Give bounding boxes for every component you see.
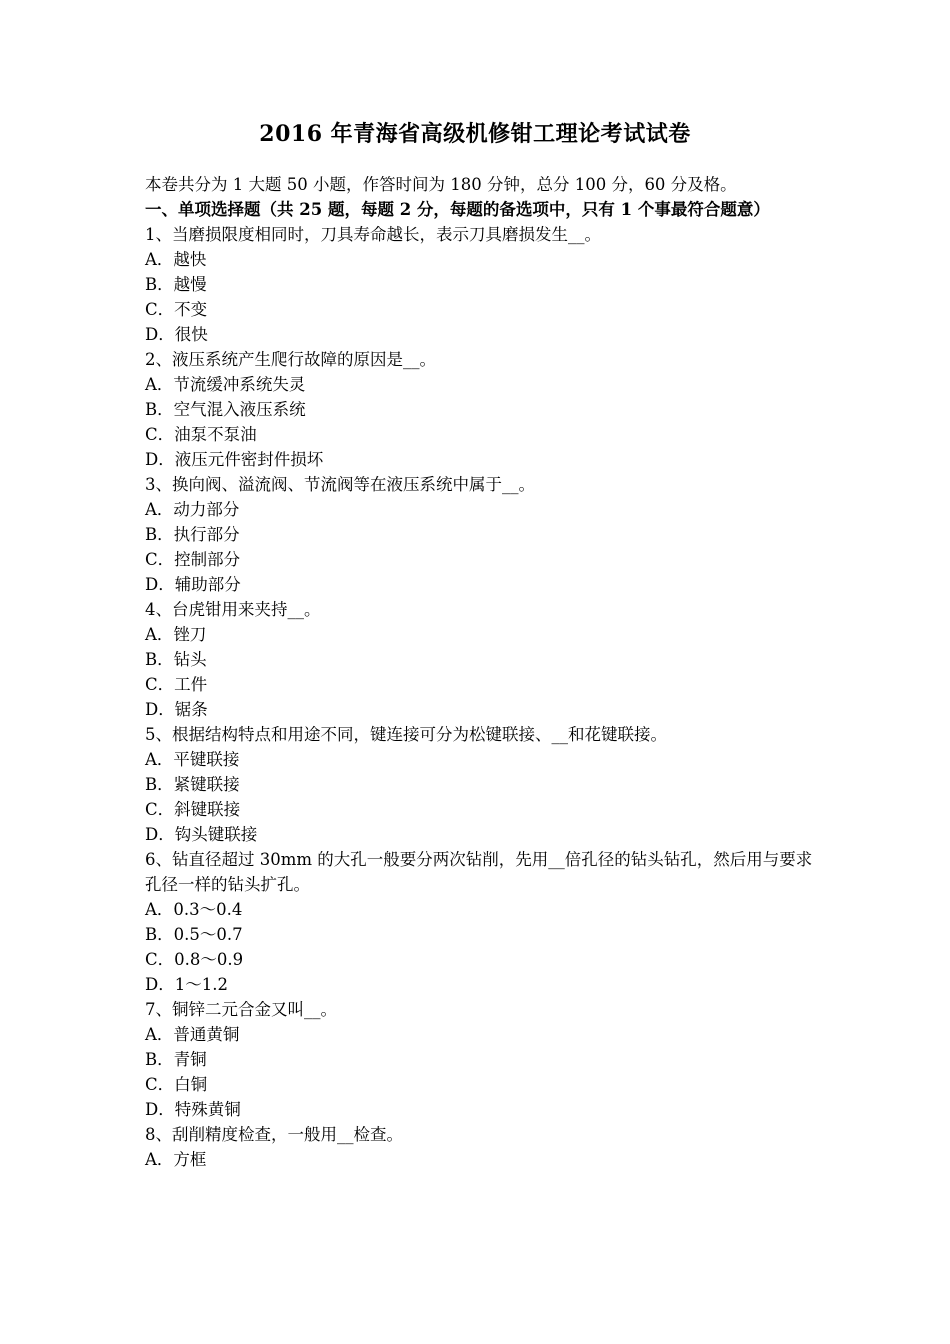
option-b: B．越慢 [145, 275, 207, 294]
section-heading: 一、单项选择题（共 25 题，每题 2 分，每题的备选项中，只有 1 个事最符合题意） [145, 200, 770, 219]
option-c: C．工件 [145, 675, 208, 694]
option-b: B．0.5～0.7 [145, 925, 243, 944]
option-d: D．很快 [145, 325, 208, 344]
option-d: D．液压元件密封件损坏 [145, 450, 324, 469]
option-d: D．锯条 [145, 700, 208, 719]
question-1 [145, 222, 813, 347]
question-8 [145, 1122, 813, 1172]
document-title: 2016 年青海省高级机修钳工理论考试试卷 [259, 121, 691, 147]
question-stem: 6、钻直径超过 30mm 的大孔一般要分两次钻削，先用__倍孔径的钻头钻孔，然后用与要求孔径一样的钻头扩孔。 [145, 850, 813, 894]
option-d: D．辅助部分 [145, 575, 241, 594]
question-stem: 7、铜锌二元合金又叫__。 [145, 1000, 337, 1019]
option-c: C．油泵不泵油 [145, 425, 257, 444]
question-stem: 4、台虎钳用来夹持__。 [145, 600, 321, 619]
option-c: C．0.8～0.9 [145, 950, 244, 969]
question-2 [145, 347, 813, 472]
option-d: D．特殊黄铜 [145, 1100, 241, 1119]
option-a: A．越快 [145, 250, 207, 269]
option-d: D．1～1.2 [145, 975, 228, 994]
option-b: B．青铜 [145, 1050, 207, 1069]
option-a: A．动力部分 [145, 500, 240, 519]
exam-intro: 本卷共分为 1 大题 50 小题，作答时间为 180 分钟，总分 100 分，60 分及格。 [145, 175, 737, 194]
question-7 [145, 997, 813, 1122]
option-b: B．执行部分 [145, 525, 240, 544]
question-stem: 2、液压系统产生爬行故障的原因是__。 [145, 350, 436, 369]
option-d: D．钩头键联接 [145, 825, 258, 844]
question-stem: 8、刮削精度检查，一般用__检查。 [145, 1125, 403, 1144]
question-6 [145, 847, 813, 997]
option-c: C．控制部分 [145, 550, 241, 569]
option-a: A．平键联接 [145, 750, 240, 769]
option-b: B．钻头 [145, 650, 207, 669]
option-a: A．方框 [145, 1150, 207, 1169]
option-b: B．空气混入液压系统 [145, 400, 306, 419]
option-a: A．普通黄铜 [145, 1025, 240, 1044]
option-c: C．不变 [145, 300, 208, 319]
option-a: A．锉刀 [145, 625, 207, 644]
option-a: A．节流缓冲系统失灵 [145, 375, 306, 394]
option-a: A．0.3～0.4 [145, 900, 243, 919]
question-3 [145, 472, 813, 597]
question-stem: 3、换向阀、溢流阀、节流阀等在液压系统中属于__。 [145, 475, 535, 494]
option-c: C．白铜 [145, 1075, 208, 1094]
option-c: C．斜键联接 [145, 800, 241, 819]
question-4 [145, 597, 813, 722]
document-body [145, 172, 813, 1172]
question-stem: 1、当磨损限度相同时，刀具寿命越长，表示刀具磨损发生__。 [145, 225, 601, 244]
option-b: B．紧键联接 [145, 775, 240, 794]
question-stem: 5、根据结构特点和用途不同，键连接可分为松键联接、__和花键联接。 [145, 725, 667, 744]
question-5 [145, 722, 813, 847]
